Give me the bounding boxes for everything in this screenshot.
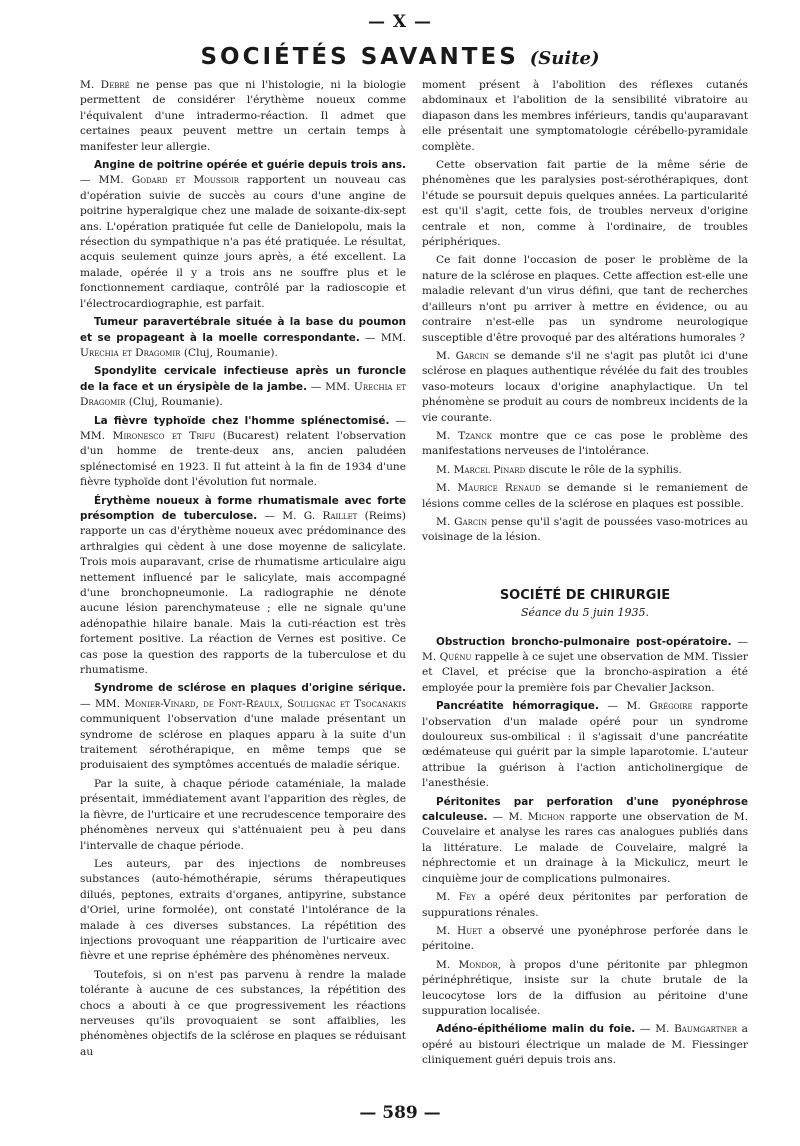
- author-name: M. Debré: [80, 79, 130, 91]
- article-text: communiquent l'observation d'une malade présentant un syndrome de sclérose en plaques apparu à la suite d'un traitement sérothérapique, en même temps que se produisaient des symptômes accentués de maladie sérique.: [80, 713, 406, 772]
- paragraph-text: se demande si le remaniement de lésions comme celles de la sclérose en plaques est possible.: [422, 482, 748, 510]
- header-suffix: (Suite): [529, 48, 600, 69]
- paragraph: [422, 924, 748, 955]
- article-text: (Bucarest) relatent l'observation d'un homme de trente-deux ans, ancien paludéen splénectomisé en 1923. Il fut atteint à la fin de 1934 d'une fièvre typhoïde dont l'évolution fut normale.: [80, 429, 406, 489]
- article-authors: MM. Monier-Vinard, de Font-Réaulx, Soulignac et Tsocanakis: [94, 697, 406, 710]
- author-name: M. Garcin: [436, 515, 488, 528]
- paragraph-text: a observé une pyonéphrose perforée dans le péritoine.: [422, 924, 748, 953]
- section-title: SOCIÉTÉ DE CHIRURGIE: [499, 587, 671, 603]
- paragraph-text: , à propos d'une péritonite par phlegmon périnéphrétique, insiste sur la chute brutale de la leucocytose lors de la diffusion au péritoine d'une suppuration localisée.: [422, 958, 748, 1017]
- paragraph: [422, 429, 748, 460]
- article-text: (Cluj, Roumanie).: [125, 396, 223, 409]
- paragraph: [422, 515, 748, 546]
- paragraph: [422, 958, 748, 1020]
- article-authors: M. Quénu: [422, 651, 472, 663]
- article-title: Pancréatite hémorragique.: [436, 700, 599, 713]
- article: Obstruction broncho-pulmonaire post-opératoire. — M. Quénu rappelle à ce sujet une observation de MM. Tissier et Clavel, et précise que la broncho-aspiration a été employée pour la première fois par Chevalier Jackson.: [422, 635, 748, 694]
- author-name: M. Huet: [436, 924, 482, 937]
- article-text: (Cluj, Roumanie).: [180, 346, 278, 359]
- paragraph-text: pense qu'il s'agit de poussées vaso-motrices au voisinage de la lésion.: [422, 515, 748, 544]
- paragraph: moment présent à l'abolition des réflexes cutanés abdominaux et l'abolition de la sensibilité vibratoire au diapason dans les membres inférieurs, tandis qu'auparavant elle présentait une symptomatologie cérébello-pyramidale complète.: [422, 79, 748, 153]
- right-column: [422, 78, 748, 1072]
- article-authors: M. Grégoire: [626, 700, 693, 713]
- article: Angine de poitrine opérée et guérie depuis trois ans. — MM. Godard et Moussoir rapportent un nouveau cas d'opération suivie de succès au cours d'une angine de poitrine hyperalgique chez une malade de soixante-dix-sept ans. L'opération pratiquée fut celle de Danielopolu, mais la résection du sympathique n'a pas été pratiquée. Le résultat, acquis seulement quinze jours après, a été excellent. La malade, opérée il y a trois ans ne souffre plus et le fonctionnement cardiaque, contrôlé par la radioscopie et l'électrocardiographie, est parfait.: [80, 159, 406, 310]
- article-text: rapporte une observation de M. Couvelaire et analyse les rares cas analogues publiés dans la littérature. Le malade de Couvelaire, malgré la néphrectomie et un drainage à la Mickulicz, meurt le cinquième jour de complications pulmonaires.: [422, 811, 748, 885]
- article: Tumeur paravertébrale située à la base du poumon et se propageant à la moelle correspondante. — MM. Urechia et Dragomir (Cluj, Roumanie).: [80, 316, 406, 359]
- paragraph: Les auteurs, par des injections de nombreuses substances (auto-hémothérapie, sérums thérapeutiques dilués, peptones, extraits d'organes, antipyrine, substance d'Oriel, urine formolée), ont constaté l'intolérance de la malade à ces diverses substances. La répétition des injections provoquant une réapparition de l'urticaire avec fièvre et une reprise éphémère des phénomènes nerveux.: [80, 857, 406, 963]
- paragraph: [422, 481, 748, 512]
- article-authors: M. G. Raillet: [282, 509, 358, 522]
- article: Spondylite cervicale infectieuse après un furoncle de la face et un érysipèle de la jambe. — MM. Urechia et Dragomir (Cluj, Roumanie).: [80, 365, 406, 409]
- article: Adéno-épithéliome malin du foie. — M. Baumgartner a opéré au bistouri électrique un malade de M. Fiessinger cliniquement guéri depuis trois ans.: [422, 1023, 748, 1067]
- page-header: [0, 44, 800, 70]
- page-number: — 589 —: [359, 1103, 441, 1123]
- paragraph: Ce fait donne l'occasion de poser le problème de la nature de la sclérose en plaques. Cette affection est-elle une maladie relevant d'un virus défini, que tant de recherches d'ailleurs n'ont pu arriver à mettre en évidence, ou au contraire n'est-elle pas un syndrome neurologique susceptible d'être provoqué par des altérations humorales ?: [422, 254, 748, 344]
- paragraph-text: discute le rôle de la syphilis.: [525, 463, 682, 476]
- paragraph: Cette observation fait partie de la même série de phénomènes que les paralysies post-sérothérapiques, dont l'étude se poursuit depuis quelques années. La particularité est qu'il s'agit, cette fois, de troubles nerveux d'origine centrale et non, comme à l'ordinaire, de troubles périphériques.: [422, 159, 748, 249]
- paragraph-text: ne pense pas que ni l'histologie, ni la biologie permettent de considérer l'érythème noueux comme l'équivalent d'une intradermo-réaction. Il admet que certaines peaux peuvent mettre un certain temps à manifester leur allergie.: [80, 79, 406, 153]
- header-title: SOCIÉTÉS SAVANTES: [200, 44, 519, 70]
- paragraph-text: montre que ce cas pose le problème des manifestations nerveuses de l'intolérance.: [422, 429, 748, 458]
- article-title: Adéno-épithéliome malin du foie.: [436, 1023, 636, 1036]
- article-title: La fièvre typhoïde chez l'homme splénectomisé.: [94, 414, 390, 427]
- left-column: [80, 78, 406, 1063]
- article-title: Spondylite cervicale infectieuse après un furoncle de la face et un érysipèle de la jambe.: [80, 365, 406, 393]
- paragraph: [422, 890, 748, 921]
- article-title: Tumeur paravertébrale située à la base du poumon et se propageant à la moelle correspondante.: [80, 316, 406, 344]
- article-text: rapporte l'observation d'un malade opéré pour un syndrome douloureux sus-ombilical : il s'agissait d'une pancréatite œdémateuse qui guérit par la simple laparotomie. L'auteur attribue la guérison à l'action anticholinergique de l'anesthésie.: [422, 700, 748, 790]
- author-name: M. Maurice Renaud: [436, 482, 541, 495]
- paragraph-text: a opéré deux péritonites par perforation de suppurations rénales.: [422, 891, 748, 919]
- article: La fièvre typhoïde chez l'homme splénectomisé. — MM. Mironesco et Trifu (Bucarest) relatent l'observation d'un homme de trente-deux ans, ancien paludéen splénectomisé en 1923. Il fut atteint à la fin de 1934 d'une fièvre typhoïde dont l'évolution fut normale.: [80, 414, 406, 489]
- paragraph: Par la suite, à chaque période cataméniale, la malade présentait, immédiatement avant l'apparition des règles, de la fièvre, de l'urticaire et une recrudescence temporaire des phénomènes nerveux qui s'atténuaient peu à peu dans l'intervalle de chaque période.: [80, 777, 406, 852]
- article-text: a opéré au bistouri électrique un malade de M. Fiessinger cliniquement guéri depuis trois ans.: [422, 1023, 748, 1067]
- article-authors: MM. Godard et Moussoir: [98, 174, 240, 187]
- article-authors: M. Michon: [508, 811, 565, 824]
- article-text: rappelle à ce sujet une observation de MM. Tissier et Clavel, et précise que la broncho-aspiration a été employée pour la première fois par Chevalier Jackson.: [422, 651, 748, 694]
- paragraph-text: se demande s'il ne s'agit pas plutôt ici d'une sclérose en plaques authentique révélée du fait des troubles vaso-moteurs locaux d'origine anaphylactique. Un tel phénomène se produit au cours de nombreux incidents de la vie courante.: [422, 349, 748, 424]
- roman-page-number: — X —: [367, 12, 433, 32]
- author-name: M. Garcin: [436, 349, 489, 362]
- article: Péritonites par perforation d'une pyonéphrose calculeuse. — M. Michon rapporte une observation de M. Couvelaire et analyse les rares cas analogues publiés dans la littérature. Le malade de Couvelaire, malgré la néphrectomie et un drainage à la Mickulicz, meurt le cinquième jour de complications pulmonaires.: [422, 795, 748, 885]
- article-authors: MM. Urechia et Dragomir: [80, 331, 406, 359]
- article-title: Angine de poitrine opérée et guérie depuis trois ans.: [94, 159, 406, 172]
- article-authors: M. Baumgartner: [655, 1023, 737, 1036]
- author-name: M. Tzanck: [436, 429, 492, 442]
- article-authors: MM. Mironesco et Trifu: [80, 429, 216, 442]
- author-name: M. Marcel Pinard: [436, 463, 526, 476]
- paragraph: [422, 349, 748, 426]
- author-name: M. Mondor: [436, 958, 498, 971]
- article-authors: MM. Urechia et Dragomir: [80, 380, 406, 409]
- paragraph: [80, 78, 406, 155]
- article: Érythème noueux à forme rhumatismale avec forte présomption de tuberculose. — M. G. Raillet (Reims) rapporte un cas d'érythème noueux avec prédominance des arthralgies qui cèdent à une dose moyenne de salicylate. Trois mois auparavant, crise de rhumatisme articulaire aigu nettement influencé par le salicylate, mais accompagné d'une bronchopneumonie. La radiographie ne dénote aucune lésion parenchymateuse ; elle ne signale qu'une adénopathie hilaire banale. Mais la cuti-réaction est très fortement positive. La réaction de Vernes est positive. Ce cas pose la question des rapports de la tuberculose et du rhumatisme.: [80, 494, 406, 677]
- article-text: rapportent un nouveau cas d'opération suivie de succès au cours d'une angine de poitrine hyperalgique chez une malade de soixante-dix-sept ans. L'opération pratiquée fut celle de Danielopolu, mais la résection du sympathique n'a pas été pratiquée. Le résultat, acquis seulement quinze jours après, a été excellent. La malade, opérée il y a trois ans ne souffre plus et le fonctionnement cardiaque, contrôlé par la radioscopie et l'électrocardiographie, est parfait.: [80, 174, 406, 310]
- paragraph: [422, 463, 748, 478]
- article-title: Syndrome de sclérose en plaques d'origine sérique.: [94, 682, 406, 695]
- section-date: Séance du 5 juin 1935.: [520, 606, 650, 620]
- article: Pancréatite hémorragique. — M. Grégoire rapporte l'observation d'un malade opéré pour un syndrome douloureux sus-ombilical : il s'agissait d'une pancréatite œdémateuse qui guérit par la simple laparotomie. L'auteur attribue la guérison à l'action anticholinergique de l'anesthésie.: [422, 700, 748, 790]
- article-title: Péritonites par perforation d'une pyonéphrose calculeuse.: [422, 795, 748, 824]
- article-title: Obstruction broncho-pulmonaire post-opératoire.: [436, 635, 732, 648]
- author-name: M. Fey: [436, 891, 476, 904]
- article: Syndrome de sclérose en plaques d'origine sérique. — MM. Monier-Vinard, de Font-Réaulx, Soulignac et Tsocanakis communiquent l'observation d'une malade présentant un syndrome de sclérose en plaques apparu à la suite d'un traitement sérothérapique, en même temps que se produisaient des symptômes accentués de maladie sérique.: [80, 682, 406, 772]
- article-text: (Reims) rapporte un cas d'érythème noueux avec prédominance des arthralgies qui cèdent à une dose moyenne de salicylate. Trois mois auparavant, crise de rhumatisme articulaire aigu nettement influencé par le salicylate, mais accompagné d'une bronchopneumonie. La radiographie ne dénote aucune lésion parenchymateuse ; elle ne signale qu'une adénopathie hilaire banale. Mais la cuti-réaction est très fortement positive. La réaction de Vernes est positive. Ce cas pose la question des rapports de la tuberculose et du rhumatisme.: [80, 509, 406, 677]
- article-title: Érythème noueux à forme rhumatismale avec forte présomption de tuberculose.: [80, 494, 406, 522]
- paragraph: Toutefois, si on n'est pas parvenu à rendre la malade tolérante à aucune de ces substances, la répétition des chocs a abouti à ce que progressivement les réactions nerveuses qu'ils provoquaient se sont affaiblies, les phénomènes objectifs de la sclérose en plaques se réduisant au: [80, 968, 406, 1058]
